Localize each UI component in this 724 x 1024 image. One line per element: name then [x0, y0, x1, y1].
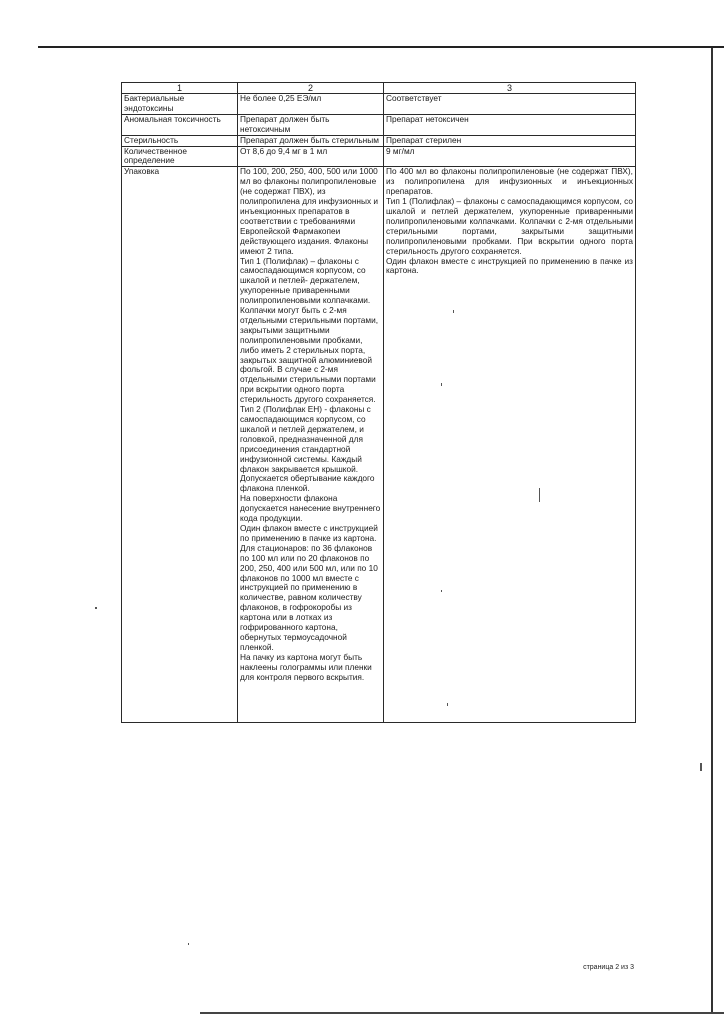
- packaging-requirement-paragraph: По 100, 200, 250, 400, 500 или 1000 мл во флаконы полипропиленовые (не содержат ПВХ), из полипропилена для инфузионных и инъекционных препаратов в соответствии с требованиями Европейской Фармакопеи действующего издания. Флаконы имеют 2 типа.: [240, 166, 379, 256]
- scan-speck: [539, 488, 540, 502]
- packaging-requirement-paragraph: Тип 2 (Полифлак ЕН) - флаконы с самоспадающимся корпусом, со шкалой и петлей держателем, и головкой, предназначенной для присоединения стандартной инфузионной системы. Каждый флакон закрывается крышкой. Допускается обертывание каждого флакона пленкой.: [240, 404, 375, 494]
- packaging-requirement-paragraph: Для стационаров: по 36 флаконов по 100 мл или по 20 флаконов по 200, 250, 400 или 500 мл, или по 10 флаконов по 1000 мл вместе с инструкцией по применению в количестве, равном количеству флаконов, в гофрокоробы из картона или в лотках из гофрированного картона, обернутых термоусадочной пленкой.: [240, 542, 378, 652]
- packaging-requirement-paragraph: На поверхности флакона допускается нанесение внутреннего кода продукции.: [240, 493, 381, 524]
- table-row: [122, 135, 636, 146]
- page-number: страница 2 из 3: [583, 964, 634, 971]
- packaging-requirement-paragraph: Тип 1 (Полифлак) – флаконы с самоспадающимся корпусом, со шкалой и петлей- держателем, укупоренные приваренными полипропиленовыми колпачками. Колпачки могут быть с 2-мя отдельными стерильными портами, закрытыми защитными полипропиленовыми пробками, либо иметь 2 стерильных порта, закрытых защитной алюминиевой фольгой. В случае с 2-мя отдельными стерильными портами при вскрытии одного порта стерильность другого сохраняется.: [240, 255, 379, 405]
- table-row: [122, 114, 636, 135]
- scan-speck: [95, 607, 97, 609]
- param-cell: Стерильность: [122, 135, 238, 146]
- result-cell: Препарат нетоксичен: [384, 114, 636, 135]
- packaging-requirement-paragraph: На пачку из картона могут быть наклеены голограммы или пленки для контроля первого вскрытия.: [240, 651, 372, 682]
- packaging-result-paragraph: Тип 1 (Полифлак) – флаконы с самоспадающимся корпусом, со шкалой и петлей держателем, укупоренные приваренными полипропиленовыми колпачками. Колпачки с 2-мя отдельными стерильными портами, закрытыми защитными полипропиленовыми пробками. При вскрытии одного порта стерильность другого сохраняется.: [386, 196, 633, 256]
- result-cell: Препарат стерилен: [384, 135, 636, 146]
- scan-border-top: [38, 46, 724, 48]
- scan-border-bottom: [200, 1012, 724, 1014]
- requirement-cell: Препарат должен быть нетоксичным: [238, 114, 384, 135]
- scan-speck: [447, 703, 448, 706]
- specification-table: [121, 82, 636, 723]
- param-cell: Количественное определение: [122, 146, 238, 167]
- scan-speck: [700, 763, 702, 771]
- scan-border-right: [711, 48, 713, 1014]
- table-row: [122, 146, 636, 167]
- column-header-3: 3: [384, 83, 636, 94]
- packaging-result-cell: [384, 167, 636, 723]
- param-cell: Аномальная токсичность: [122, 114, 238, 135]
- scan-speck: [441, 590, 442, 592]
- table-header-row: [122, 83, 636, 94]
- param-cell: Бактериальные эндотоксины: [122, 94, 238, 115]
- packaging-requirement-paragraph: Один флакон вместе с инструкцией по применению в пачке из картона.: [240, 522, 378, 543]
- scan-speck: [453, 310, 454, 313]
- requirement-cell: Не более 0,25 ЕЭ/мл: [238, 94, 384, 115]
- result-cell: 9 мг/мл: [384, 146, 636, 167]
- column-header-2: 2: [238, 83, 384, 94]
- scan-speck: [441, 383, 442, 386]
- packaging-row: [122, 167, 636, 723]
- packaging-result-paragraph: По 400 мл во флаконы полипропиленовые (не содержат ПВХ), из полипропилена для инфузионных и инъекционных препаратов.: [386, 166, 633, 197]
- column-header-1: 1: [122, 83, 238, 94]
- requirement-cell: От 8,6 до 9,4 мг в 1 мл: [238, 146, 384, 167]
- packaging-result-paragraph: Один флакон вместе с инструкцией по применению в пачке из картона.: [386, 255, 633, 276]
- requirement-cell: Препарат должен быть стерильным: [238, 135, 384, 146]
- result-cell: Соответствует: [384, 94, 636, 115]
- scan-speck: [188, 943, 189, 945]
- packaging-requirement-cell: [238, 167, 384, 723]
- table-row: [122, 94, 636, 115]
- packaging-param-cell: Упаковка: [122, 167, 238, 723]
